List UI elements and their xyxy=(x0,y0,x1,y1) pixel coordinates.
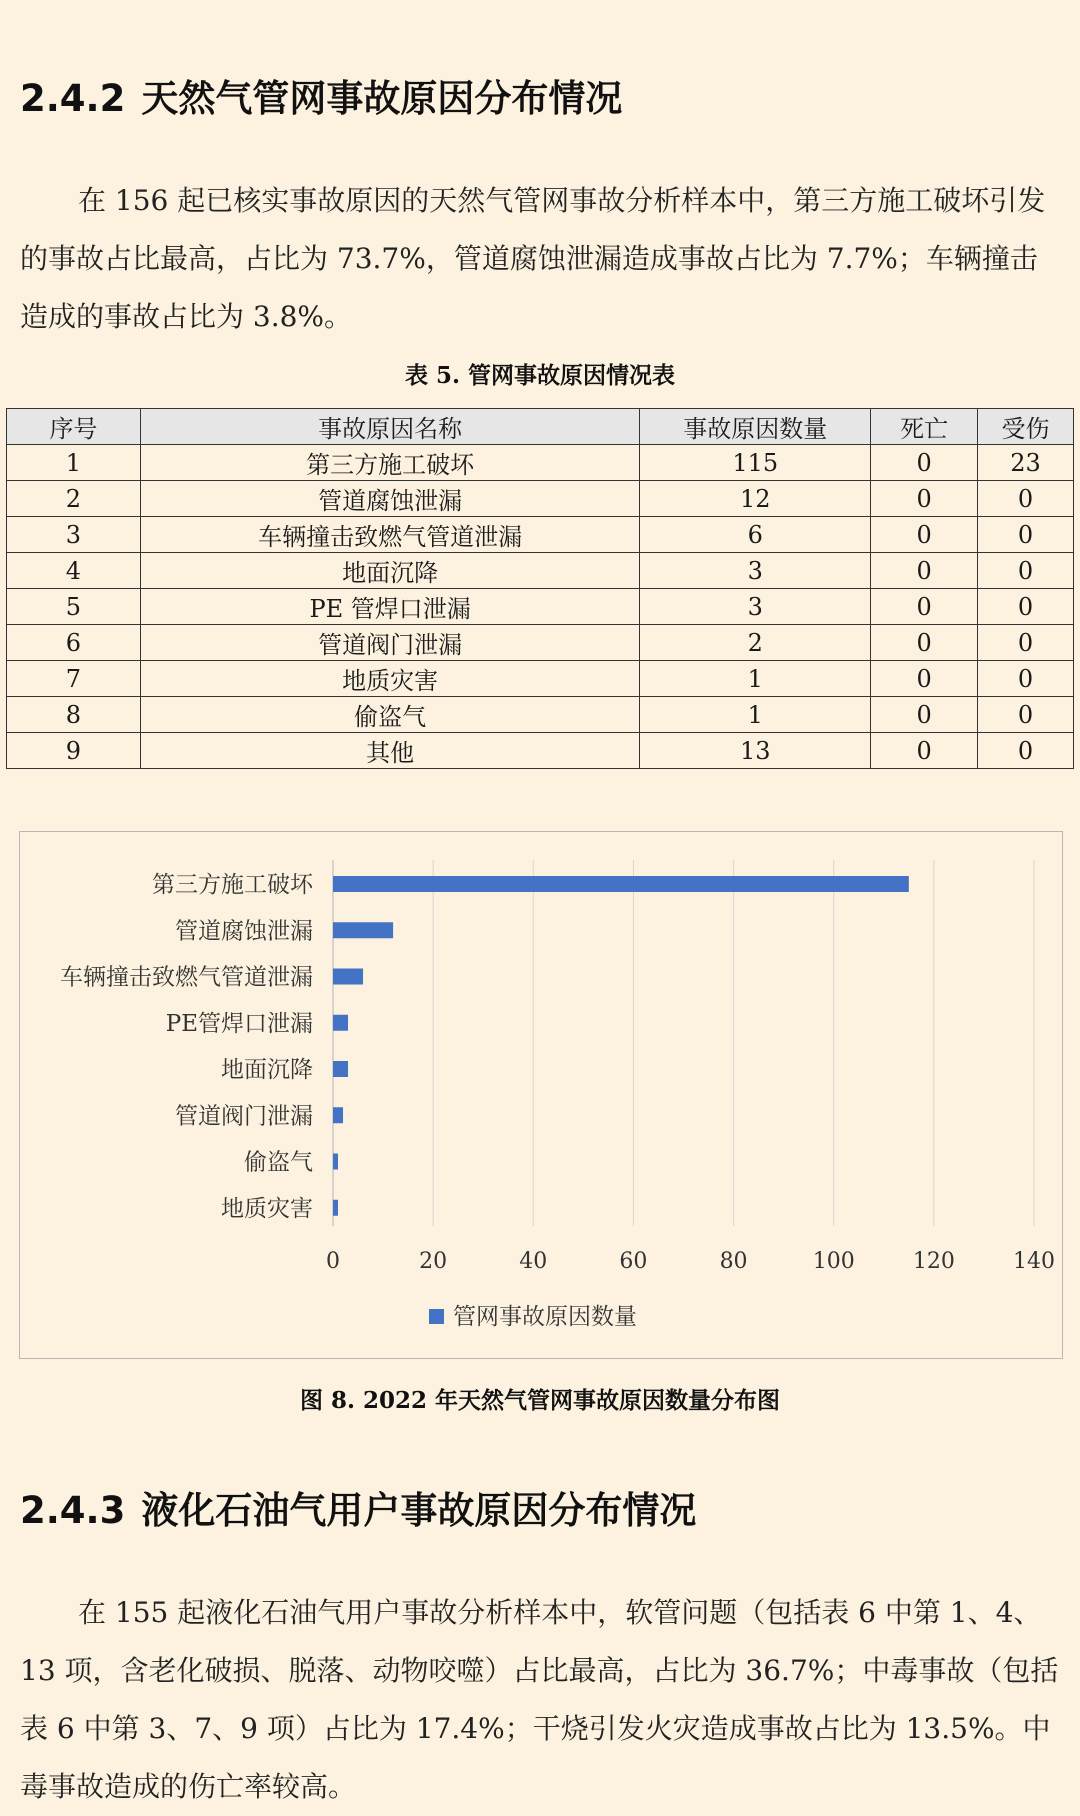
section-paragraph: 在 155 起液化石油气用户事故分析样本中，软管问题（包括表 6 中第 1、4、13 项，含老化破损、脱落、动物咬噬）占比最高，占比为 36.7%；中毒事故（包括表 6 中第 3、7、9 项）占比为 17.4%；干烧引发火灾造成事故占比为 13.5%。中毒事故造成的伤亡率较高。 xyxy=(20,1596,1059,1803)
bar xyxy=(333,1061,348,1077)
cause-table xyxy=(6,408,1074,769)
table-cell: 12 xyxy=(640,481,871,517)
section-title: 液化石油气用户事故原因分布情况 xyxy=(141,1489,697,1532)
table-row xyxy=(7,445,1074,481)
table-cell: 地面沉降 xyxy=(140,553,639,589)
table-cell: 管道阀门泄漏 xyxy=(140,625,639,661)
table-cell: 3 xyxy=(640,589,871,625)
category-label: PE管焊口泄漏 xyxy=(165,1010,313,1037)
category-label: 偷盗气 xyxy=(244,1149,313,1176)
table-cell: 9 xyxy=(7,733,141,769)
legend-label: 管网事故原因数量 xyxy=(453,1304,637,1330)
section-paragraph: 在 156 起已核实事故原因的天然气管网事故分析样本中，第三方施工破坏引发的事故占比最高，占比为 73.7%，管道腐蚀泄漏造成事故占比为 7.7%；车辆撞击造成的事故占比为 3.8%。 xyxy=(20,184,1046,333)
category-label: 管道阀门泄漏 xyxy=(175,1103,313,1130)
bar xyxy=(333,1200,338,1216)
table-cell: 0 xyxy=(978,733,1074,769)
table-row xyxy=(7,733,1074,769)
table-row xyxy=(7,625,1074,661)
bar xyxy=(333,922,393,938)
section-number: 2.4.2 xyxy=(20,77,126,120)
table-header-row xyxy=(7,409,1074,445)
table-cell: 0 xyxy=(871,625,978,661)
x-tick-label: 20 xyxy=(419,1249,448,1274)
table-header-cell: 事故原因数量 xyxy=(640,409,871,445)
table-cell: 0 xyxy=(978,517,1074,553)
table-cell: 0 xyxy=(871,481,978,517)
x-tick-label: 140 xyxy=(1013,1249,1055,1274)
section-heading-243 xyxy=(20,1480,696,1534)
bar-chart xyxy=(19,831,1063,1359)
table-header-cell: 死亡 xyxy=(871,409,978,445)
table-row xyxy=(7,481,1074,517)
x-tick-label: 0 xyxy=(326,1249,340,1274)
table-cell: 23 xyxy=(978,445,1074,481)
table-cell: 8 xyxy=(7,697,141,733)
table-cell: 5 xyxy=(7,589,141,625)
table-cell: 4 xyxy=(7,553,141,589)
table-cell: 3 xyxy=(640,553,871,589)
table-body xyxy=(7,445,1074,769)
table-cell: PE 管焊口泄漏 xyxy=(140,589,639,625)
table-cell: 0 xyxy=(978,661,1074,697)
category-label: 车辆撞击致燃气管道泄漏 xyxy=(60,964,313,991)
category-label: 地质灾害 xyxy=(221,1195,313,1222)
section-number: 2.4.3 xyxy=(20,1489,126,1532)
table-header-cell: 受伤 xyxy=(978,409,1074,445)
x-tick-label: 40 xyxy=(519,1249,548,1274)
table-cell: 0 xyxy=(871,553,978,589)
bar xyxy=(333,1107,343,1123)
table-cell: 7 xyxy=(7,661,141,697)
table-cell: 0 xyxy=(978,553,1074,589)
table-cell: 3 xyxy=(7,517,141,553)
table-cell: 115 xyxy=(640,445,871,481)
table-cell: 2 xyxy=(7,481,141,517)
x-tick-label: 80 xyxy=(719,1249,748,1274)
table-cell: 车辆撞击致燃气管道泄漏 xyxy=(140,517,639,553)
bar-chart-svg xyxy=(20,832,1062,1358)
table-row xyxy=(7,661,1074,697)
category-label: 地面沉降 xyxy=(221,1057,313,1083)
section-title: 天然气管网事故原因分布情况 xyxy=(141,77,623,120)
table-cell: 0 xyxy=(978,589,1074,625)
table-cell: 6 xyxy=(640,517,871,553)
table-cell: 第三方施工破坏 xyxy=(140,445,639,481)
bar xyxy=(333,876,909,892)
table-cell: 1 xyxy=(7,445,141,481)
table-row xyxy=(7,517,1074,553)
category-label: 管道腐蚀泄漏 xyxy=(175,918,313,945)
bar xyxy=(333,1015,348,1031)
table-cell: 0 xyxy=(871,733,978,769)
table-row xyxy=(7,589,1074,625)
x-tick-label: 60 xyxy=(619,1249,648,1274)
table-cell: 2 xyxy=(640,625,871,661)
table-cell: 0 xyxy=(871,517,978,553)
table-cell: 0 xyxy=(978,481,1074,517)
table-header-cell: 事故原因名称 xyxy=(140,409,639,445)
section-heading-242 xyxy=(20,68,622,122)
category-label: 第三方施工破坏 xyxy=(152,872,313,898)
x-tick-label: 100 xyxy=(812,1249,855,1274)
table-cell: 1 xyxy=(640,697,871,733)
table-header-cell: 序号 xyxy=(7,409,141,445)
table-cell: 地质灾害 xyxy=(140,661,639,697)
table-cell: 13 xyxy=(640,733,871,769)
table-cell: 其他 xyxy=(140,733,639,769)
table-cell: 0 xyxy=(871,697,978,733)
table-cell: 0 xyxy=(978,697,1074,733)
figure-caption: 图 8. 2022 年天然气管网事故原因数量分布图 xyxy=(299,1387,781,1414)
table-cell: 0 xyxy=(871,445,978,481)
legend-swatch xyxy=(429,1309,444,1324)
table-cell: 0 xyxy=(871,589,978,625)
table-cell: 0 xyxy=(978,625,1074,661)
table-cell: 偷盗气 xyxy=(140,697,639,733)
x-tick-label: 120 xyxy=(912,1249,955,1274)
table-row xyxy=(7,553,1074,589)
table-cell: 6 xyxy=(7,625,141,661)
table-caption: 表 5. 管网事故原因情况表 xyxy=(404,362,676,389)
table-cell: 1 xyxy=(640,661,871,697)
bar xyxy=(333,969,363,985)
bar xyxy=(333,1154,338,1170)
table-cell: 管道腐蚀泄漏 xyxy=(140,481,639,517)
table-cell: 0 xyxy=(871,661,978,697)
table-row xyxy=(7,697,1074,733)
